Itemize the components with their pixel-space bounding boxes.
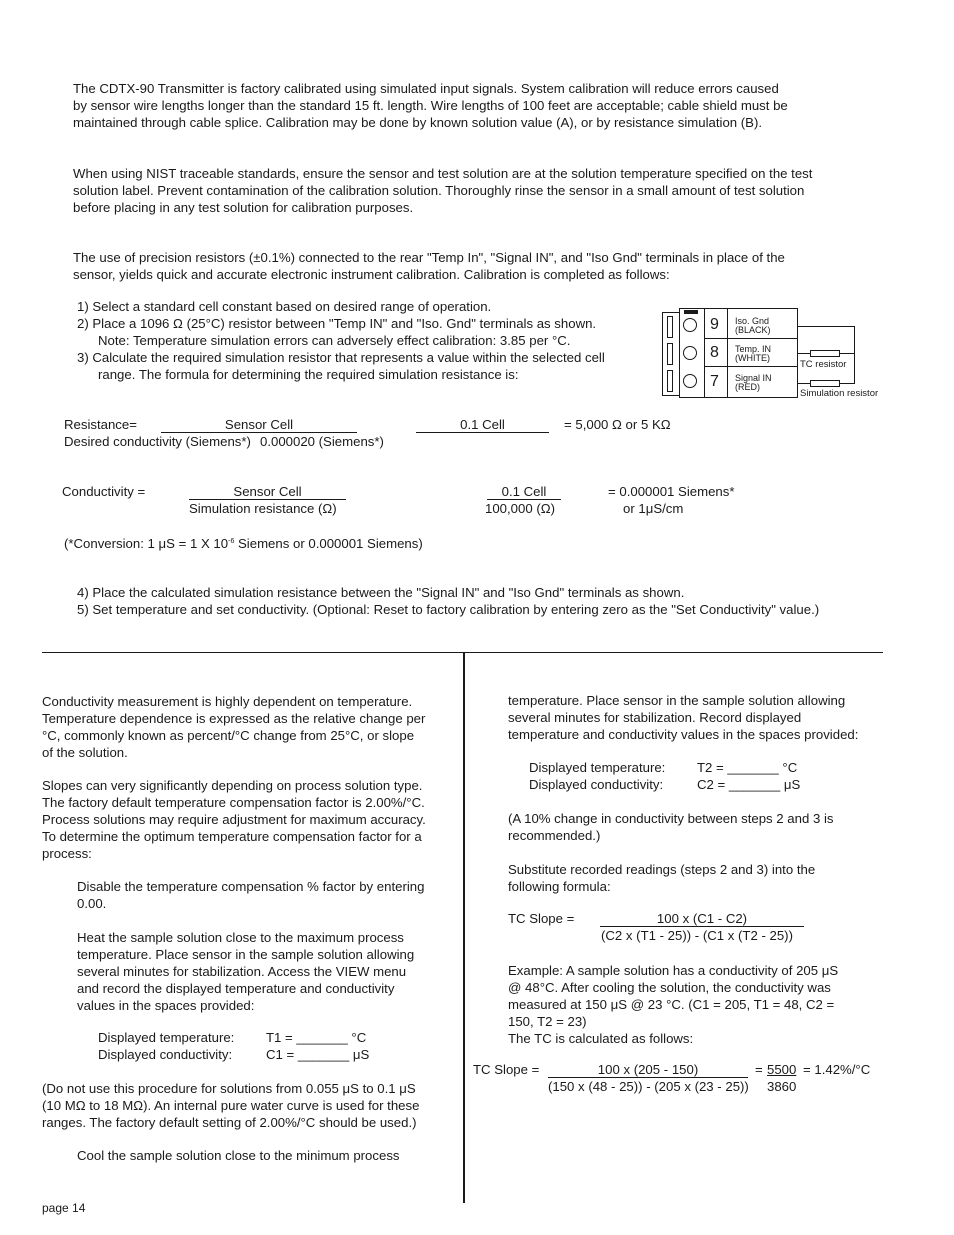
resistance-numerator: Sensor Cell bbox=[161, 417, 357, 433]
left-paragraph-4: Heat the sample solution close to the maximum process temperature. Place sensor in the sample solution allowing several minutes for stabilization. Access the VIEW menu and record the displayed temperature and conductivity values in the spaces provided: bbox=[77, 930, 415, 1013]
left-paragraph-2: Slopes can very significantly depending on process solution type. The factory default temperature compensation factor is 2.00%/°C. Process solutions may require adjustment for maximum accuracy. To determine the optimum temperature compensation factor for a process: bbox=[42, 778, 426, 861]
step-2: 2) Place a 1096 Ω (25°C) resistor between "Temp IN" and "Iso. Gnd" terminals as shown. bbox=[77, 316, 597, 331]
terminal-9-label: Iso. Gnd (BLACK) bbox=[735, 316, 771, 335]
conductivity-label: Conductivity = bbox=[62, 484, 146, 499]
t1-value: T1 = _______ °C bbox=[266, 1030, 367, 1045]
conversion-note: (*Conversion: 1 μS = 1 X $10^{-6}$ Siemens or 0.000001 Siemens) bbox=[64, 536, 423, 551]
conductivity-result: = 0.000001 Siemens* bbox=[608, 484, 735, 499]
right-paragraph-2: (A 10% change in conductivity between steps 2 and 3 is recommended.) bbox=[508, 811, 834, 843]
example-result: = 1.42%/°C bbox=[803, 1062, 871, 1077]
left-paragraph-3: Disable the temperature compensation % factor by entering 0.00. bbox=[77, 879, 425, 911]
c2-value: C2 = _______ μS bbox=[697, 777, 801, 792]
conductivity-numerator: Sensor Cell bbox=[189, 484, 346, 500]
resistance-denominator: Desired conductivity (Siemens*) bbox=[64, 434, 251, 449]
right-paragraph-1: temperature. Place sensor in the sample solution allowing several minutes for stabilization. Record displayed temperature and conductivity values in the spaces provided: bbox=[508, 693, 859, 742]
conductivity-numerator-2: 0.1 Cell bbox=[487, 484, 561, 500]
intro-paragraph-1: The CDTX-90 Transmitter is factory calibrated using simulated input signals. System calibration will reduce errors caused by sensor wire lengths longer than the standard 15 ft. length. Wire lengths of 100 feet are acceptable; cable shield must be maintained through cable splice. Calibration may be done by known solution value (A), or by resistance simulation (B). bbox=[73, 81, 788, 130]
resistance-result: = 5,000 Ω or 5 KΩ bbox=[564, 417, 671, 432]
example-equals: = bbox=[755, 1062, 763, 1077]
right-paragraph-4: Example: A sample solution has a conductivity of 205 μS @ 48°C. After cooling the solution, the conductivity was measured at 150 μS @ 23 °C. (C1 = 205, T1 = 48, C2 = 150, T2 = 23) The TC is calculated as follows: bbox=[508, 963, 839, 1046]
tc-slope-numerator: 100 x (C1 - C2) bbox=[600, 911, 804, 927]
resistance-label: Resistance= bbox=[64, 417, 137, 432]
t1-label: Displayed temperature: bbox=[98, 1030, 235, 1045]
conductivity-denominator: Simulation resistance (Ω) bbox=[189, 501, 337, 516]
example-result-numerator: 5500 bbox=[767, 1062, 797, 1077]
step-3: 3) Calculate the required simulation resistor that represents a value within the selected cell bbox=[77, 350, 605, 365]
intro-paragraph-2: When using NIST traceable standards, ensure the sensor and test solution are at the solution temperature specified on the test solution label. Prevent contamination of the calibration solution. Thoroughly rinse the sensor in a small amount of test solution before placing in any test solution for calibration purposes. bbox=[73, 166, 813, 215]
example-numerator: 100 x (205 - 150) bbox=[548, 1062, 748, 1078]
terminal-8-label: Temp. IN (WHITE) bbox=[735, 344, 772, 363]
step-4: 4) Place the calculated simulation resistance between the "Signal IN" and "Iso Gnd" terminals as shown. bbox=[77, 585, 685, 600]
tc-slope-denominator: (C2 x (T1 - 25)) - (C1 x (T2 - 25)) bbox=[601, 928, 793, 943]
example-label: TC Slope = bbox=[473, 1062, 540, 1077]
tc-slope-label: TC Slope = bbox=[508, 911, 575, 926]
c2-label: Displayed conductivity: bbox=[529, 777, 664, 792]
t2-value: T2 = _______ °C bbox=[697, 760, 798, 775]
step-1: 1) Select a standard cell constant based on desired range of operation. bbox=[77, 299, 492, 314]
left-paragraph-1: Conductivity measurement is highly dependent on temperature. Temperature dependence is expressed as the relative change per °C, commonly known as percent/°C change from 25°C, or slope of the solution. bbox=[42, 694, 426, 760]
c1-label: Displayed conductivity: bbox=[98, 1047, 233, 1062]
left-paragraph-5: (Do not use this procedure for solutions from 0.055 μS to 0.1 μS (10 MΩ to 18 MΩ). An internal pure water curve is used for these ranges. The factory default setting of 2.00%/°C should be used.) bbox=[42, 1081, 420, 1130]
right-paragraph-3: Substitute recorded readings (steps 2 and 3) into the following formula: bbox=[508, 862, 816, 894]
terminal-7-label: Signal IN (RED) bbox=[735, 373, 772, 392]
terminal-8-number: 8 bbox=[710, 344, 719, 361]
t2-label: Displayed temperature: bbox=[529, 760, 666, 775]
terminal-9-screw-icon bbox=[683, 318, 697, 332]
left-paragraph-6: Cool the sample solution close to the minimum process bbox=[77, 1148, 400, 1163]
page-number: page 14 bbox=[42, 1201, 86, 1215]
tc-resistor-icon bbox=[810, 350, 840, 357]
example-denominator: (150 x (48 - 25)) - (205 x (23 - 25)) bbox=[548, 1079, 749, 1094]
example-result-denominator: 3860 bbox=[767, 1079, 797, 1094]
simulation-resistor-label: Simulation resistor bbox=[800, 388, 879, 399]
step-2-note: Note: Temperature simulation errors can adversely effect calibration: 3.85 per °C. bbox=[98, 333, 571, 348]
terminal-9-number: 9 bbox=[710, 316, 719, 333]
simulation-resistor-icon bbox=[810, 380, 840, 387]
terminal-7-number: 7 bbox=[710, 373, 719, 390]
resistance-numerator-2: 0.1 Cell bbox=[416, 417, 549, 433]
terminal-7-screw-icon bbox=[683, 374, 697, 388]
intro-paragraph-3: The use of precision resistors (±0.1%) connected to the rear "Temp In", "Signal IN", and "Iso Gnd" terminals in place of the sensor, yields quick and accurate electronic instrument calibration. Calibration is completed as follows: bbox=[73, 250, 785, 282]
conductivity-result-2: or 1μS/cm bbox=[623, 501, 684, 516]
c1-value: C1 = _______ μS bbox=[266, 1047, 370, 1062]
step-3-cont: range. The formula for determining the required simulation resistance is: bbox=[98, 367, 519, 382]
conductivity-denominator-2: 100,000 (Ω) bbox=[485, 501, 555, 516]
column-divider bbox=[463, 653, 465, 1203]
resistance-denominator-2: 0.000020 (Siemens*) bbox=[260, 434, 384, 449]
terminal-8-screw-icon bbox=[683, 346, 697, 360]
tc-resistor-label: TC resistor bbox=[800, 359, 847, 370]
step-5: 5) Set temperature and set conductivity. (Optional: Reset to factory calibration by entering zero as the "Set Conductivity" value.) bbox=[77, 602, 820, 617]
